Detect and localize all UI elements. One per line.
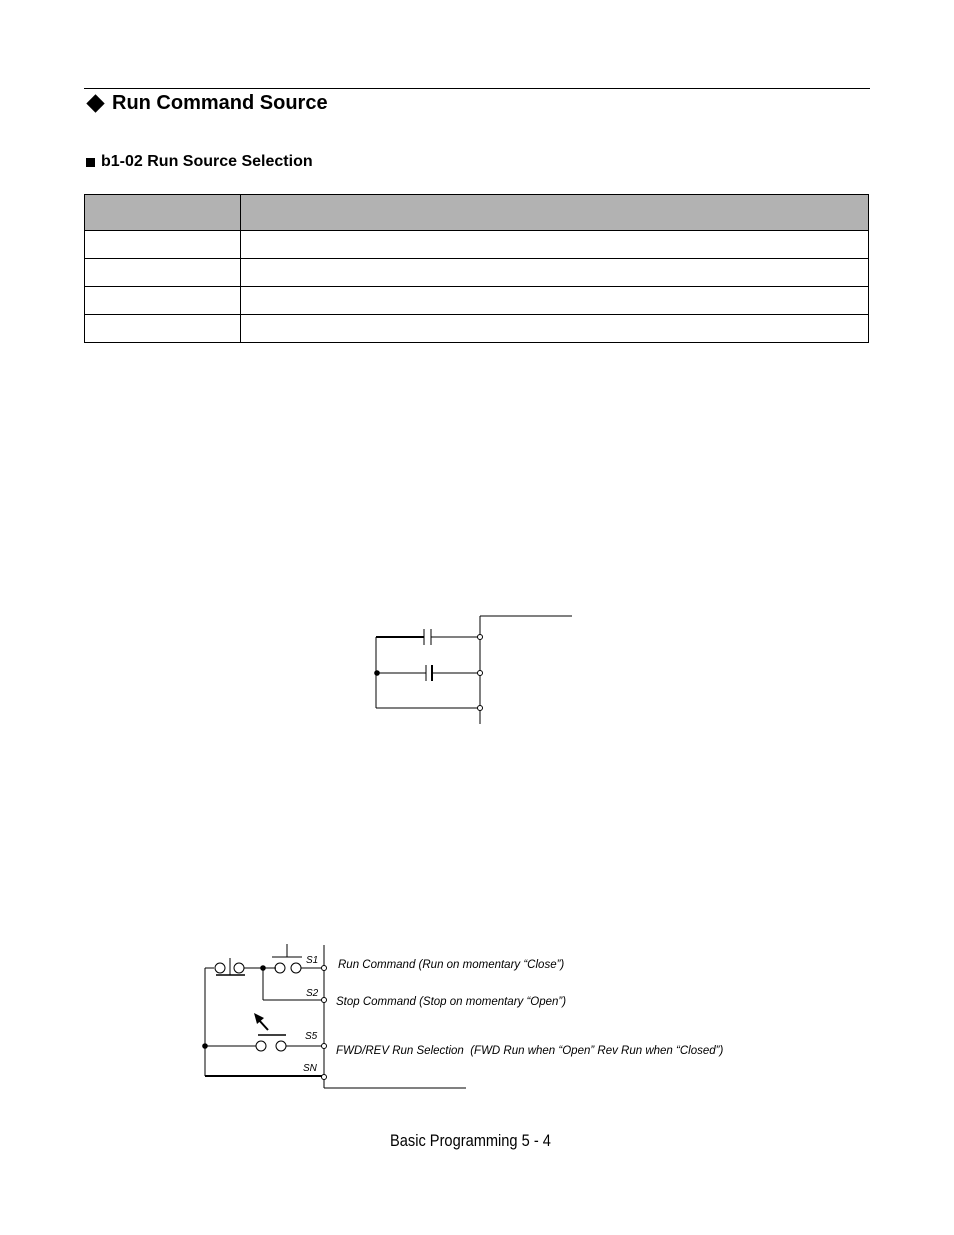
junction-dot xyxy=(260,965,266,971)
run-button-contact xyxy=(275,963,285,973)
terminal-description-s1: Run Command (Run on momentary “Close”) xyxy=(338,959,565,971)
terminal-label-s5: S5 xyxy=(305,1031,318,1042)
fwd-rev-contact xyxy=(256,1041,266,1051)
terminal-description-s2: Stop Command (Stop on momentary “Open”) xyxy=(336,996,567,1008)
page-footer: Basic Programming 5 - 4 xyxy=(390,1131,551,1150)
run-button-contact xyxy=(291,963,301,973)
junction-dot xyxy=(202,1043,208,1049)
terminal-circle-s1 xyxy=(322,966,327,971)
stop-button-contact xyxy=(215,963,225,973)
terminal-label-s2: S2 xyxy=(306,988,319,999)
terminal-label-s1: S1 xyxy=(306,955,319,966)
terminal-circle-sn xyxy=(322,1075,327,1080)
terminal-circle-s2 xyxy=(322,998,327,1003)
fwd-rev-contact xyxy=(276,1041,286,1051)
stop-button-contact xyxy=(234,963,244,973)
section-title-text: Run Command Source xyxy=(112,92,328,114)
terminal-description-s5: FWD/REV Run Selection (FWD Run when “Open” Rev Run when “Closed”) xyxy=(336,1045,724,1057)
terminal-circle-s5 xyxy=(322,1044,327,1049)
terminal-label-sn: SN xyxy=(303,1063,317,1074)
arrow-icon xyxy=(254,1013,264,1024)
parameter-title-text: b1-02 Run Source Selection xyxy=(101,153,313,170)
